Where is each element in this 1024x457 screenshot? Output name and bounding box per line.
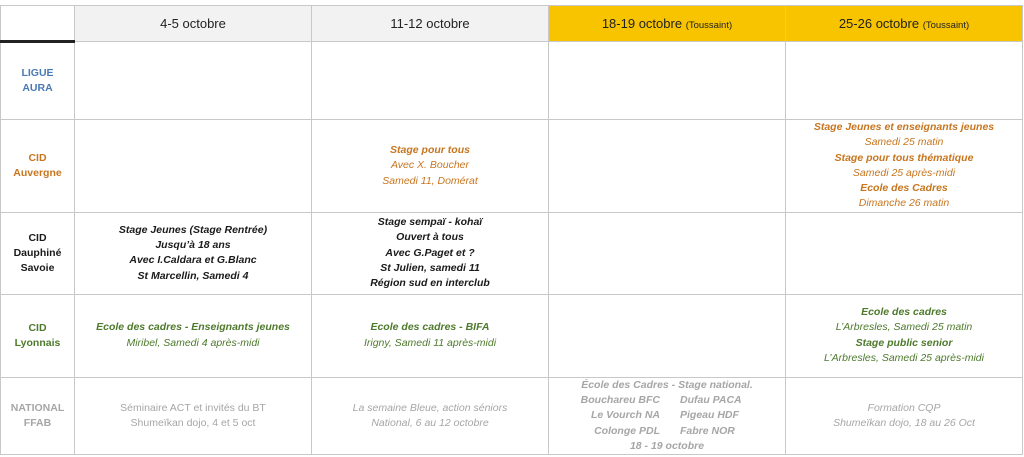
col-header-label: 18-19 octobre bbox=[601, 16, 683, 31]
event-detail: St Julien, samedi 11 bbox=[380, 261, 480, 274]
row-label-line: Dauphiné bbox=[13, 246, 62, 259]
event-detail: Shumeïkan dojo, 18 au 26 Oct bbox=[833, 417, 975, 430]
row-label-line: CID bbox=[28, 321, 47, 334]
row-label-national-ffab bbox=[1, 377, 75, 454]
event-detail: National, 6 au 12 octobre bbox=[371, 417, 489, 430]
cell-auvergne-c3 bbox=[549, 120, 786, 213]
event-title: Stage Jeunes et enseignants jeunes bbox=[813, 121, 995, 133]
col-header-label: 11-12 octobre bbox=[390, 16, 470, 31]
row-label-cid-dauphine-savoie bbox=[1, 212, 75, 294]
row-label-cid-auvergne bbox=[1, 120, 75, 213]
row-label-line: Savoie bbox=[20, 261, 55, 274]
event-title: École des Cadres - Stage national. bbox=[581, 378, 753, 391]
col-header-note: (Toussaint) bbox=[685, 20, 733, 31]
cell-lyonnais-c1 bbox=[75, 294, 312, 377]
row-label-line: CID bbox=[28, 231, 47, 244]
event-title: Ecole des cadres - BIFA bbox=[370, 321, 490, 334]
event-detail: Dimanche 26 matin bbox=[858, 197, 950, 210]
event-title: Stage pour tous thématique bbox=[834, 151, 974, 164]
event-detail: Avec G.Paget et ? bbox=[385, 246, 475, 259]
cell-national-c1 bbox=[75, 377, 312, 454]
event-detail: Ouvert à tous bbox=[396, 231, 464, 244]
event-detail: Shumeïkan dojo, 4 et 5 oct bbox=[130, 417, 256, 430]
event-title: Ecole des cadres bbox=[861, 306, 947, 319]
header-row bbox=[1, 6, 1023, 42]
row-label-line: FFAB bbox=[23, 417, 52, 430]
cell-lyonnais-c2 bbox=[312, 294, 549, 377]
event-detail: St Marcellin, Samedi 4 bbox=[137, 269, 249, 282]
event-detail: Avec I.Caldara et G.Blanc bbox=[129, 254, 257, 267]
event-detail: Miribel, Samedi 4 après-midi bbox=[126, 336, 260, 349]
event-detail: Région sud en interclub bbox=[370, 277, 490, 290]
cell-ligue-c2 bbox=[312, 42, 549, 120]
cell-auvergne-c2 bbox=[312, 120, 549, 213]
event-detail: Samedi 25 après-midi bbox=[852, 166, 956, 179]
event-detail: L’Arbresles, Samedi 25 matin bbox=[835, 321, 973, 334]
row-national-ffab bbox=[1, 377, 1023, 454]
row-label-line: Lyonnais bbox=[14, 336, 61, 349]
col-header-11-12-octobre bbox=[312, 6, 549, 42]
instructor-grid bbox=[577, 393, 757, 439]
event-dates: 18 - 19 octobre bbox=[629, 439, 705, 452]
instructor-name: Colonge PDL bbox=[594, 424, 660, 437]
event-detail: L’Arbresles, Samedi 25 après-midi bbox=[824, 352, 984, 365]
event-title: Séminaire ACT et invités du BT bbox=[120, 401, 266, 414]
row-label-cid-lyonnais bbox=[1, 294, 75, 377]
col-header-label: 4-5 octobre bbox=[160, 16, 226, 31]
cell-auvergne-c1 bbox=[75, 120, 312, 213]
col-header-18-19-octobre bbox=[549, 6, 786, 42]
event-title: Ecole des Cadres bbox=[860, 182, 948, 195]
cell-national-c2 bbox=[312, 377, 549, 454]
calendar-table bbox=[0, 5, 1023, 455]
row-label-line: CID bbox=[28, 151, 47, 164]
cell-ligue-c4 bbox=[786, 42, 1023, 120]
cell-ligue-c3 bbox=[549, 42, 786, 120]
event-title: Stage sempaï - kohaï bbox=[377, 216, 483, 229]
col-header-25-26-octobre bbox=[786, 6, 1023, 42]
cell-dauphine-c1 bbox=[75, 212, 312, 294]
instructor-name: Dufau PACA bbox=[680, 394, 742, 407]
cell-national-c3 bbox=[549, 377, 786, 454]
event-detail: Irigny, Samedi 11 après-midi bbox=[363, 336, 497, 349]
row-cid-dauphine-savoie bbox=[1, 212, 1023, 294]
col-header-4-5-octobre bbox=[75, 6, 312, 42]
event-detail: Avec X. Boucher bbox=[390, 159, 470, 172]
event-title: Stage public senior bbox=[855, 336, 953, 349]
cell-auvergne-c4 bbox=[786, 120, 1023, 213]
event-title: Ecole des cadres - Enseignants jeunes bbox=[96, 321, 290, 334]
row-ligue-aura bbox=[1, 42, 1023, 120]
row-cid-auvergne bbox=[1, 120, 1023, 213]
cell-lyonnais-c3 bbox=[549, 294, 786, 377]
event-title: La semaine Bleue, action séniors bbox=[352, 401, 508, 414]
row-cid-lyonnais bbox=[1, 294, 1023, 377]
row-label-line: AURA bbox=[22, 82, 53, 94]
event-title: Formation CQP bbox=[867, 401, 941, 414]
corner-cell bbox=[1, 6, 75, 42]
event-detail: Jusqu’à 18 ans bbox=[155, 238, 231, 251]
row-label-ligue-aura bbox=[1, 42, 75, 120]
row-label-line: Auvergne bbox=[13, 166, 62, 179]
event-title: Stage pour tous bbox=[390, 143, 470, 156]
instructor-name: Pigeau HDF bbox=[680, 409, 739, 422]
col-header-label: 25-26 octobre bbox=[838, 16, 920, 31]
row-label-line: LIGUE bbox=[21, 67, 54, 79]
cell-dauphine-c4 bbox=[786, 212, 1023, 294]
instructor-name: Bouchareu BFC bbox=[580, 394, 660, 407]
cell-dauphine-c2 bbox=[312, 212, 549, 294]
col-header-note: (Toussaint) bbox=[922, 20, 970, 31]
cell-dauphine-c3 bbox=[549, 212, 786, 294]
row-label-line: NATIONAL bbox=[10, 402, 65, 415]
event-detail: Samedi 25 matin bbox=[864, 136, 944, 149]
instructor-name: Le Vourch NA bbox=[590, 409, 660, 422]
cell-national-c4 bbox=[786, 377, 1023, 454]
instructor-name: Fabre NOR bbox=[680, 424, 735, 437]
cell-ligue-c1 bbox=[75, 42, 312, 120]
event-title: Stage Jeunes (Stage Rentrée) bbox=[118, 223, 268, 236]
cell-lyonnais-c4 bbox=[786, 294, 1023, 377]
event-detail: Samedi 11, Domérat bbox=[382, 174, 478, 187]
